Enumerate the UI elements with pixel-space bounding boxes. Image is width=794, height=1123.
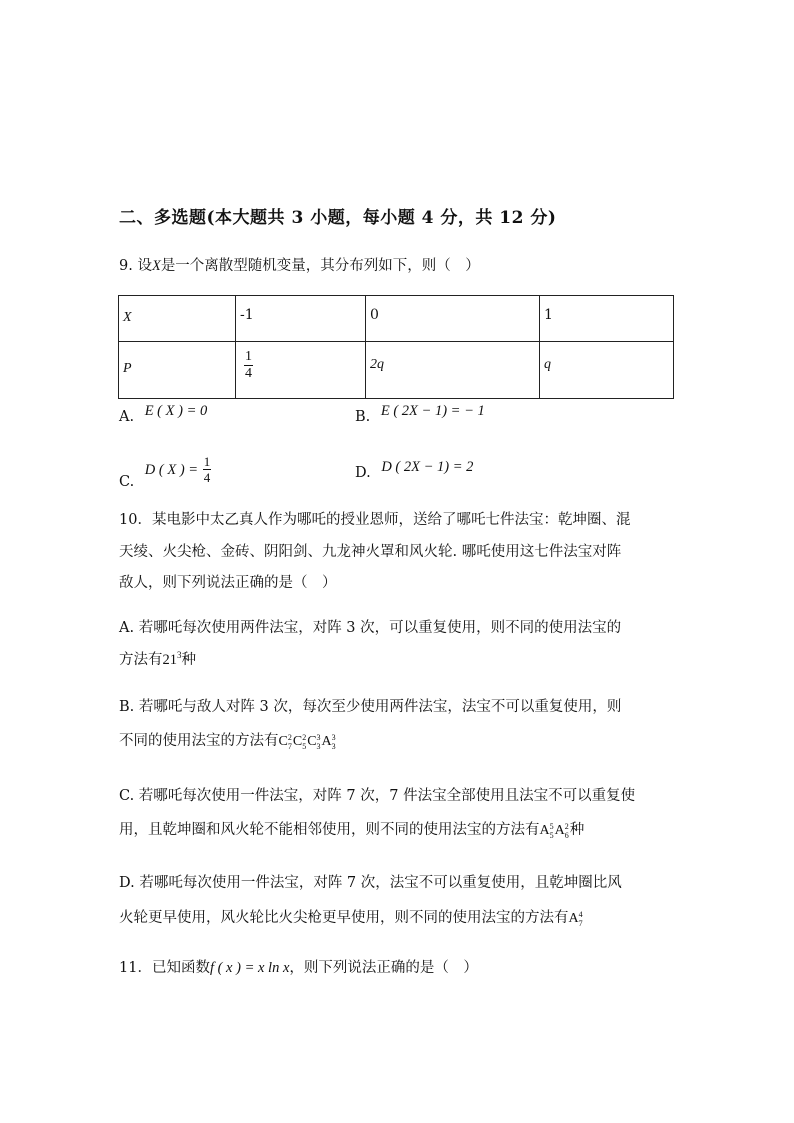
q10-option-d-line-2: 火轮更早使用，风火轮比火尖枪更早使用，则不同的使用法宝的方法有A 4 7	[119, 910, 583, 928]
q9-option-a: A. E ( X ) = 0	[119, 403, 208, 425]
q10-option-b-line-1: B. 若哪吒与敌人对阵 3 次，每次至少使用两件法宝，法宝不可以重复使用，则	[119, 699, 622, 715]
q10-option-c-line-1: C. 若哪吒每次使用一件法宝，对阵 7 次，7 件法宝全部使用且法宝不可以重复使	[119, 788, 636, 804]
q11-stem: 11．已知函数f ( x ) = x ln x，则下列说法正确的是（ ）	[119, 960, 478, 976]
q10-line-2: 天绫、火尖枪、金砖、阴阳剑、九龙神火罩和风火轮. 哪吒使用这七件法宝对阵	[119, 544, 622, 560]
q10-option-b-line-2: 不同的使用法宝的方法有C 2 7 C 2 5 C 3 3 A 3 3	[119, 733, 336, 751]
permutation-expression: A 4 7	[568, 910, 583, 928]
section-title: 二、多选题(本大题共 3 小题，每小题 4 分，共 12 分)	[119, 208, 557, 228]
q10-option-c-line-2: 用，且乾坤圈和风火轮不能相邻使用，则不同的使用法宝的方法有A 5 5 A 2 6 种	[119, 822, 585, 840]
q10-line-1: 10．某电影中太乙真人作为哪吒的授业恩师，送给了哪吒七件法宝：乾坤圈、混	[119, 512, 631, 528]
fraction: $\frac{1}{4}$	[245, 349, 252, 381]
table-row: X -1 0 1	[119, 296, 674, 342]
q10-option-a-line-2: 方法有$21^3$种	[119, 650, 196, 668]
permutation-expression: A 5 5 A 2 6	[539, 822, 569, 840]
q9-option-d: D. D ( 2X − 1) = 2	[355, 459, 474, 481]
q10-option-a-line-1: A. 若哪吒每次使用两件法宝，对阵 3 次，可以重复使用，则不同的使用法宝的	[119, 620, 622, 636]
distribution-table	[118, 295, 674, 399]
q10-option-d-line-1: D. 若哪吒每次使用一件法宝，对阵 7 次，法宝不可以重复使用，且乾坤圈比风	[119, 875, 622, 891]
q9-stem: 9. 设X是一个离散型随机变量，其分布列如下，则（ ）	[119, 258, 480, 274]
q10-line-3: 敌人，则下列说法正确的是（ ）	[119, 575, 337, 591]
table-row: P $\frac{1}{4}$ 2q q	[119, 342, 674, 399]
q9-option-c: C. D ( X ) = $\frac{1}{4}$	[119, 454, 211, 490]
fraction: $\frac{1}{4}$	[203, 454, 211, 485]
combination-expression: C 2 7 C 2 5 C 3 3 A 3 3	[278, 733, 336, 751]
q9-option-b: B. E ( 2X − 1) = − 1	[355, 403, 485, 425]
